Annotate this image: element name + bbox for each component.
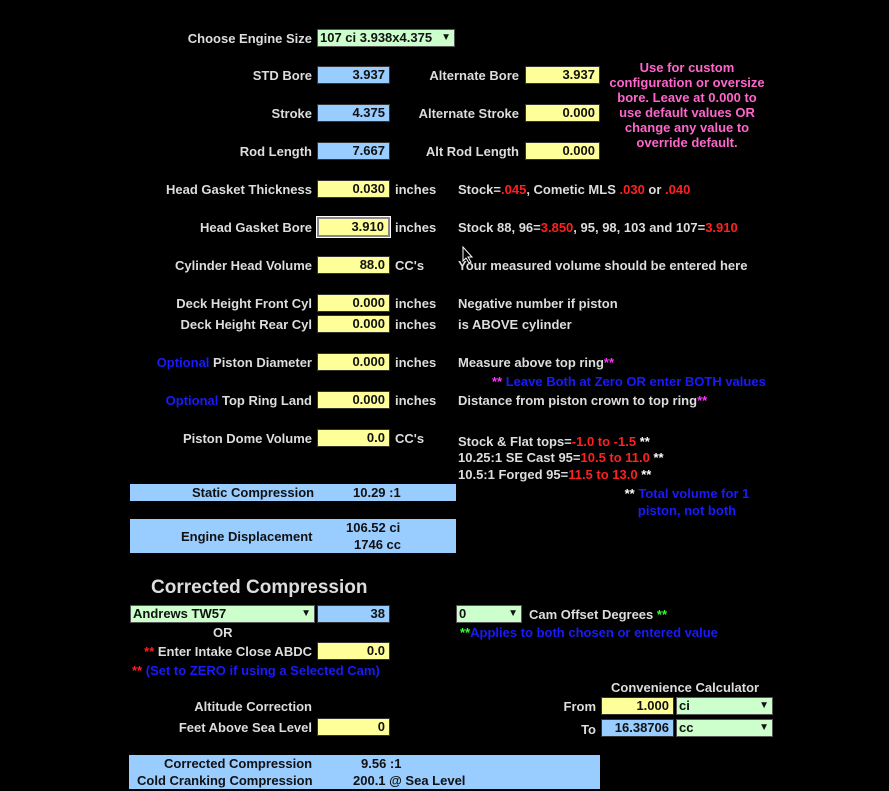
chevron-down-icon: ▼ [508,608,518,619]
intake-close-label [130,644,312,659]
alt-rod-length-field[interactable]: 0.000 [525,142,600,160]
gasket-thickness-unit: inches [395,182,437,197]
gasket-bore-note [458,220,738,235]
note-value: -1.0 to -1.5 [571,434,637,449]
note-value: 10.5 to 11.0 [580,450,650,465]
note-stars: ** [132,663,143,678]
engine-size-select[interactable] [317,29,455,47]
note-text: Measure above top ring [458,355,604,370]
std-bore-label: STD Bore [252,68,312,83]
note-text: , 95, 98, 103 and 107= [573,220,706,235]
alt-stroke-field[interactable]: 0.000 [525,104,600,122]
displacement-label: Engine Displacement [181,529,313,544]
note-value: .045 [501,182,527,197]
top-ring-land-label [120,393,312,408]
gasket-bore-field[interactable]: 3.910 [317,217,390,237]
cranking-value: 200.1 @ Sea Level [353,773,466,788]
piston-diameter-label [120,355,312,370]
dome-note [458,434,650,449]
head-volume-field[interactable]: 88.0 [317,256,390,274]
leave-both-note [492,374,766,389]
note-text: Stock & Flat tops= [458,434,572,449]
chevron-down-icon: ▼ [441,32,451,43]
note-stars: ** [697,393,708,408]
deck-rear-field[interactable]: 0.000 [317,315,390,333]
calc-from-field[interactable]: 1.000 [601,697,674,715]
head-volume-note: Your measured volume should be entered here [458,258,748,273]
gasket-thickness-label: Head Gasket Thickness [166,182,312,197]
dome-volume-field[interactable]: 0.0 [317,429,390,447]
dome-note [458,450,664,465]
top-ring-land-note [458,393,707,408]
alt-rod-length-label: Alt Rod Length [425,144,519,159]
deck-front-note: Negative number if piston [458,296,618,311]
note-stars: ** [636,434,650,449]
note-stars: ** [492,374,503,389]
note-value: .040 [665,182,691,197]
note-value: .030 [619,182,645,197]
stroke-label: Stroke [271,106,312,121]
note-text: Distance from piston crown to top ring [458,393,698,408]
displacement-bar [130,519,456,553]
optional-tag: Optional [165,393,219,408]
note-stars: ** [649,450,664,465]
note-text: Applies to both chosen or entered value [470,625,718,640]
label-text: Cam Offset Degrees [529,607,654,622]
stroke-field[interactable]: 4.375 [317,104,390,122]
calc-to-unit: cc [679,720,694,735]
gasket-bore-label: Head Gasket Bore [200,220,312,235]
note-line [622,485,752,502]
calc-to-field: 16.38706 [601,719,674,737]
gasket-thickness-field[interactable]: 0.030 [317,180,390,198]
applies-note [460,625,718,640]
corrected-result-value: 9.56 :1 [361,756,402,771]
piston-diameter-field[interactable]: 0.000 [317,353,390,371]
intake-close-field[interactable]: 0.0 [317,642,390,660]
result-bar [129,755,600,789]
deck-front-field[interactable]: 0.000 [317,294,390,312]
altitude-field[interactable]: 0 [317,718,390,736]
note-value: 3.910 [705,220,738,235]
static-compression-bar [130,484,456,501]
corrected-result-label: Corrected Compression [164,756,313,771]
note-value: 3.850 [540,220,574,235]
dome-volume-label: Piston Dome Volume [182,431,312,446]
altitude-heading: Altitude Correction [194,699,312,714]
note-text: or [644,182,666,197]
note-text: Total volume for 1 [634,486,750,501]
cam-value-field: 38 [317,605,390,623]
set-zero-note [132,663,380,678]
calc-from-unit: ci [679,698,690,713]
custom-note-line: override default. [636,135,738,150]
total-volume-note [622,485,752,519]
head-volume-unit: CC's [395,258,425,273]
cam-offset-select[interactable] [456,605,522,623]
piston-diameter-unit: inches [395,355,437,370]
custom-config-note [604,60,770,150]
label-text: Piston Diameter [209,355,312,370]
note-stars: ** [624,486,635,501]
note-text: Stock 88, 96= [458,220,541,235]
custom-note-line: bore. Leave at 0.000 to [617,90,757,105]
top-ring-land-unit: inches [395,393,437,408]
calculator-title: Convenience Calculator [611,680,760,695]
alt-bore-label: Alternate Bore [429,68,519,83]
piston-diameter-note [458,355,614,370]
deck-front-unit: inches [395,296,437,311]
rod-length-field[interactable]: 7.667 [317,142,390,160]
dome-volume-unit: CC's [395,431,425,446]
static-compression-label: Static Compression [192,485,315,500]
note-stars: ** [637,467,652,482]
label-text: Top Ring Land [218,393,312,408]
note-text: , Cometic MLS [526,182,620,197]
custom-note-line: change any value to [624,120,750,135]
note-stars: ** [656,607,668,622]
note-text: 10.25:1 SE Cast 95= [458,450,581,465]
std-bore-field[interactable]: 3.937 [317,66,390,84]
corrected-heading: Corrected Compression [151,577,368,598]
note-stars: ** [144,644,155,659]
note-text: piston, not both [637,503,737,518]
deck-front-label: Deck Height Front Cyl [176,296,312,311]
calc-to-label: To [581,722,596,737]
chevron-down-icon: ▼ [759,722,769,733]
cam-offset-value: 0 [459,606,467,621]
optional-tag: Optional [156,355,210,370]
rod-length-label: Rod Length [239,144,312,159]
note-text: Stock= [458,182,501,197]
note-text: 10.5:1 Forged 95= [458,467,569,482]
engine-size-value: 107 ci 3.938x4.375 [320,30,433,45]
note-value: 11.5 to 13.0 [568,467,638,482]
note-stars: ** [460,625,471,640]
dome-note [458,467,651,482]
custom-note-line: Use for custom [639,60,735,75]
top-ring-land-field[interactable]: 0.000 [317,391,390,409]
cam-select[interactable] [130,605,315,623]
note-stars: ** [603,355,615,370]
cam-offset-label [529,607,667,622]
displacement-cc: 1746 cc [354,537,401,552]
alt-bore-field[interactable]: 3.937 [525,66,600,84]
deck-rear-note: is ABOVE cylinder [458,317,572,332]
calc-from-unit-select[interactable] [676,697,773,715]
chevron-down-icon: ▼ [759,700,769,711]
label-text: Enter Intake Close ABDC [154,644,312,659]
note-text: (Set to ZERO if using a Selected Cam) [142,663,380,678]
head-volume-label: Cylinder Head Volume [174,258,312,273]
or-label: OR [213,625,233,640]
deck-rear-label: Deck Height Rear Cyl [180,317,312,332]
deck-rear-unit: inches [395,317,437,332]
engine-size-label: Choose Engine Size [187,31,312,46]
displacement-ci: 106.52 ci [346,520,401,535]
calc-to-unit-select[interactable] [676,719,773,737]
calc-from-label: From [563,699,596,714]
cam-select-value: Andrews TW57 [133,606,227,621]
gasket-bore-unit: inches [395,220,437,235]
custom-note-line: configuration or oversize [609,75,765,90]
cranking-label: Cold Cranking Compression [137,773,313,788]
gasket-thickness-note [458,182,690,197]
static-compression-value: 10.29 :1 [353,485,401,500]
altitude-label: Feet Above Sea Level [178,720,312,735]
custom-note-line: use default values OR [619,105,755,120]
alt-stroke-label: Alternate Stroke [418,106,519,121]
chevron-down-icon: ▼ [301,608,311,619]
note-text: Leave Both at Zero OR enter BOTH values [502,374,766,389]
